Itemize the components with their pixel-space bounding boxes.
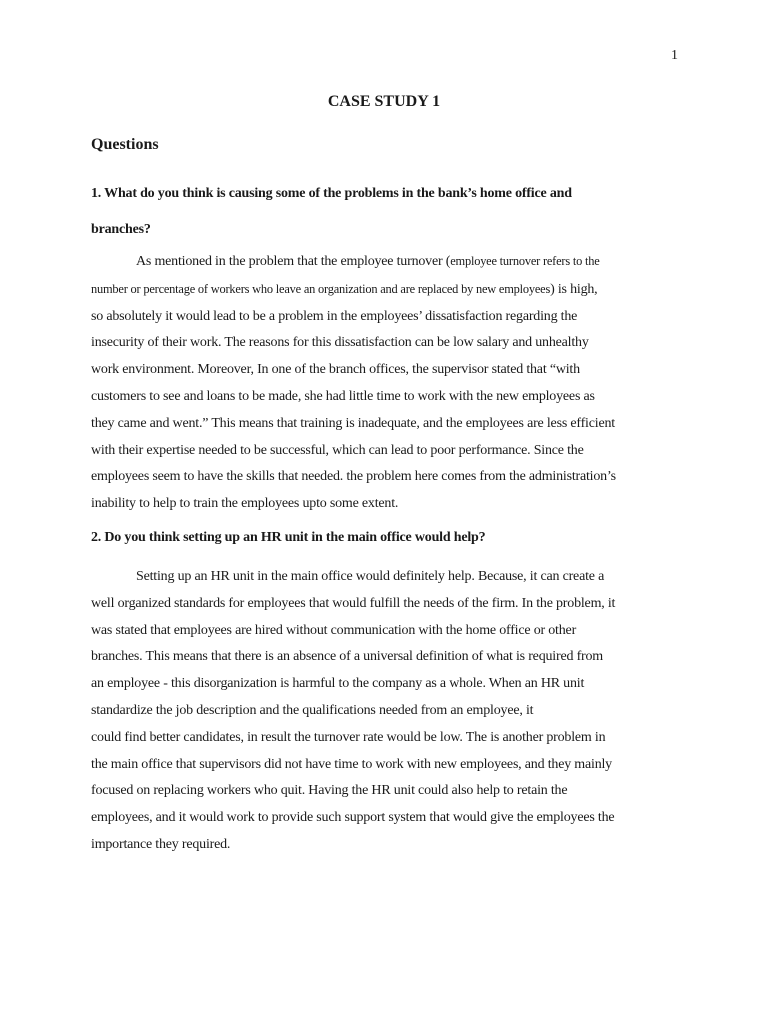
definition-note: number or percentage of workers who leave an organization and are replaced by new employees	[91, 281, 551, 296]
answer-2-line: well organized standards for employees that would fulfill the needs of the firm. In the problem, it	[91, 595, 616, 611]
question-2-line: 2. Do you think setting up an HR unit in the main office would help?	[91, 530, 486, 545]
answer-1-line: work environment. Moreover, In one of the branch offices, the supervisor stated that “with	[91, 362, 580, 378]
answer-1-line: customers to see and loans to be made, she had little time to work with the new employees as	[91, 388, 595, 404]
section-heading: Questions	[91, 136, 159, 153]
page-number: 1	[671, 48, 678, 63]
answer-2-line: focused on replacing workers who quit. Having the HR unit could also help to retain the	[91, 783, 568, 799]
answer-1-line: inability to help to train the employees upto some extent.	[91, 496, 399, 512]
definition-note: employee turnover refers to the	[450, 254, 600, 268]
answer-2-line: was stated that employees are hired without communication with the home office or other	[91, 622, 577, 638]
question-1	[91, 176, 679, 248]
answer-1-line: employees seem to have the skills that needed. the problem here comes from the administration’s	[91, 469, 616, 485]
answer-1-line: number or percentage of workers who leave an organization and are replaced by new employees) is high,	[91, 281, 598, 297]
answer-2-line: standardize the job description and the qualifications needed from an employee, it	[91, 702, 534, 718]
question-1-line: 1. What do you think is causing some of the problems in the bank’s home office and	[91, 186, 572, 201]
answer-2-line: an employee - this disorganization is harmful to the company as a whole. When an HR unit	[91, 676, 585, 692]
answer-1-line: insecurity of their work. The reasons for this dissatisfaction can be low salary and unhealthy	[91, 335, 589, 351]
answer-2-line: the main office that supervisors did not have time to work with new employees, and they mainly	[91, 756, 612, 772]
answer-2-line: importance they required.	[91, 836, 231, 852]
answer-1-line: As mentioned in the problem that the employee turnover (employee turnover refers to the	[136, 254, 600, 269]
answer-2-line: Setting up an HR unit in the main office would definitely help. Because, it can create a	[136, 569, 605, 584]
answer-1-line: they came and went.” This means that training is inadequate, and the employees are less efficient	[91, 415, 615, 431]
answer-2-line: could find better candidates, in result the turnover rate would be low. The is another problem in	[91, 729, 606, 745]
question-2	[91, 526, 679, 550]
answer-1-line: with their expertise needed to be successful, which can lead to poor performance. Since the	[91, 442, 584, 458]
document-title: CASE STUDY 1	[327, 93, 441, 110]
question-1-line: branches?	[91, 222, 151, 237]
answer-2-line: branches. This means that there is an absence of a universal definition of what is required from	[91, 649, 603, 665]
answer-1	[91, 248, 679, 518]
answer-1-line: so absolutely it would lead to be a problem in the employees’ dissatisfaction regarding the	[91, 308, 578, 324]
answer-2-line: employees, and it would work to provide such support system that would give the employees the	[91, 810, 615, 826]
answer-2	[91, 564, 679, 859]
